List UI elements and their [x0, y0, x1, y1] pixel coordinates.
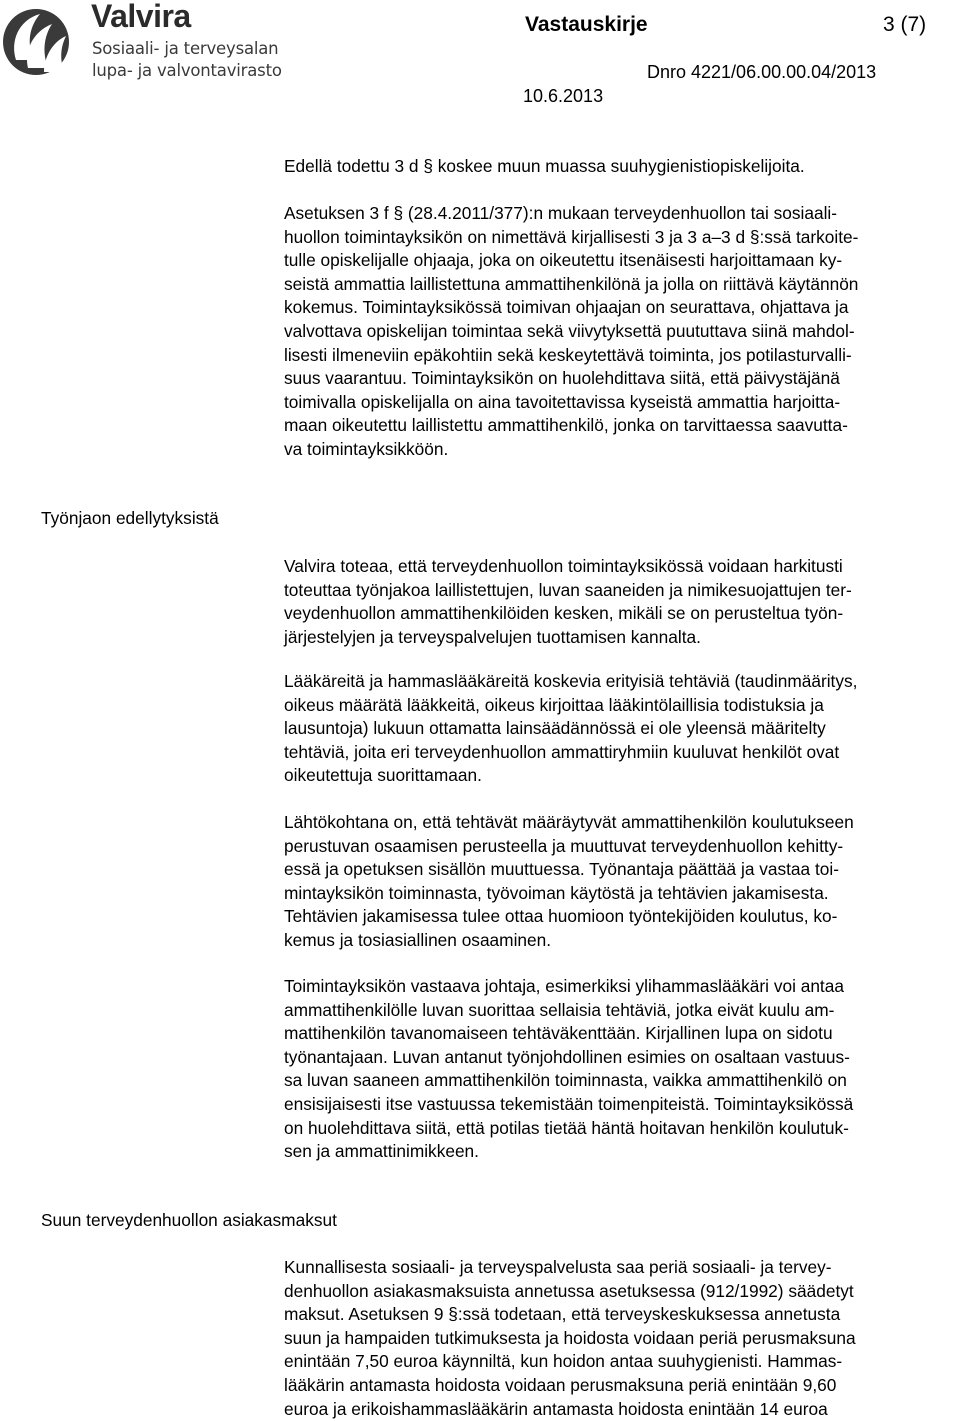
section1-paragraph-2: [284, 670, 960, 788]
text-line: mintayksikön toiminnasta, työvoiman käytöstä ja tehtävien jakamisesta.: [284, 882, 829, 903]
text-line: euroa ja erikoishammaslääkärin antamasta hoidosta enintään 14 euroa: [284, 1398, 828, 1419]
page-number: 3 (7): [883, 13, 927, 36]
intro-paragraph-2: [284, 202, 960, 462]
text-line: va toimintayksikköön.: [284, 438, 449, 459]
text-line: työnantajaan. Luvan antanut työnjohdollinen esimies on osaltaan vastuus-: [284, 1046, 850, 1067]
valvira-logo: [0, 0, 290, 84]
text-line: valvottava opiskelijan toimintaa sekä viivytyksettä puututtava siinä mahdol-: [284, 320, 855, 341]
text-line: seistä ammattia laillistettuna ammattihenkilönä ja jolla on riittävä käytännön: [284, 273, 859, 294]
text-line: Asetuksen 3 f § (28.4.2011/377):n mukaan terveydenhuollon tai sosiaali-: [284, 203, 838, 223]
text-line: tulle opiskelijalle ohjaaja, joka on oikeutettu itsenäisesti harjoittamaan ky-: [284, 250, 843, 271]
text-line: toimivalla opiskelijalla on aina tavoitettavissa kyseistä ammattia harjoitta-: [284, 391, 841, 412]
text-line: Tehtävien jakamisessa tulee ottaa huomioon työntekijöiden koulutus, ko-: [284, 906, 838, 927]
valvira-emblem-icon: [0, 2, 82, 82]
text-line: oikeus määrätä lääkkeitä, oikeus kirjoittaa lääkintölaillisia todistuksia ja: [284, 694, 824, 715]
text-line: toteuttaa työnjakoa laillistettujen, luvan saaneiden ja nimikesuojattujen ter-: [284, 579, 852, 600]
text-line: lääkärin antamasta hoidosta voidaan perusmaksuna periä enintään 9,60: [284, 1374, 837, 1395]
document-date: 10.6.2013: [523, 86, 604, 106]
section2-paragraph-1: [284, 1256, 960, 1421]
text-line: essä ja opetuksen sisällön muuttuessa. Työnantaja päättää ja vastaa toi-: [284, 859, 839, 880]
text-line: lisesti ilmeneviin epäkohtiin sekä keskeytettävä toiminta, jos potilasturvalli-: [284, 344, 852, 365]
text-line: maksut. Asetuksen 9 §:ssä todetaan, että terveyskeskuksessa annetusta: [284, 1304, 841, 1325]
document-type: Vastauskirje: [525, 13, 648, 36]
section1-paragraph-4: [284, 975, 960, 1164]
intro-paragraph-1: [284, 155, 960, 179]
text-line: sen ja ammattinimikkeen.: [284, 1141, 479, 1162]
text-line: kemus ja tosiasiallinen osaaminen.: [284, 929, 552, 950]
logo-name: Valvira: [91, 0, 191, 34]
text-line: järjestelyjen ja terveyspalvelujen tuottamisen kannalta.: [284, 626, 701, 647]
text-line: enintään 7,50 euroa käynniltä, kun hoidon antaa suuhygienisti. Hammas-: [284, 1351, 843, 1372]
text-line: oikeutettuja suorittamaan.: [284, 765, 482, 786]
text-line: veydenhuollon ammattihenkilöiden kesken, mikäli se on perusteltua työn-: [284, 603, 844, 624]
text-line: Lähtökohtana on, että tehtävät määräytyvät ammattihenkilön koulutukseen: [284, 812, 854, 832]
document-number: Dnro 4221/06.00.00.04/2013: [647, 62, 877, 82]
text-line: denhuollon asiakasmaksuista annetussa asetuksessa (912/1992) säädetyt: [284, 1280, 854, 1301]
text-line: suus vaarantuu. Toimintayksikön on huolehdittava siitä, että päivystäjänä: [284, 368, 840, 389]
text-line: Lääkäreitä ja hammaslääkäreitä koskevia erityisiä tehtäviä (taudinmääritys,: [284, 671, 858, 691]
text-line: huollon toimintayksikön on nimettävä kirjallisesti 3 ja 3 a–3 d §:ssä tarkoite-: [284, 226, 859, 247]
text-line: suun ja hampaiden tutkimuksesta ja hoidosta voidaan periä perusmaksuna: [284, 1327, 856, 1348]
section1-paragraph-1: [284, 555, 960, 649]
text-line: mattihenkilön tavanomaiseen tehtäväkenttään. Kirjallinen lupa on sidotu: [284, 1023, 833, 1044]
text-line: lausuntoja) lukuun ottamatta lainsäädännössä ei ole yleensä määritelty: [284, 718, 826, 739]
text-line: tehtäviä, joita eri terveydenhuollon ammattiryhmiin kuuluvat henkilöt ovat: [284, 741, 840, 762]
text-line: maan oikeutettu laillistettu ammattihenkilö, jonka on tarvittaessa saavutta-: [284, 415, 848, 436]
text-line: sa luvan saaneen ammattihenkilön toiminnasta, vaikka ammattihenkilö on: [284, 1070, 847, 1091]
section1-paragraph-3: [284, 811, 960, 953]
text-line: ensisijaisesti itse vastuussa tekemistään toimenpiteistä. Toimintayksikössä: [284, 1093, 854, 1114]
text-line: perustuvan osaamisen perusteella ja muuttuvat terveydenhuollon kehitty-: [284, 835, 844, 856]
logo-tagline-1: Sosiaali- ja terveysalan: [92, 39, 279, 58]
text-line: on huolehdittava siitä, että potilas tietää häntä hoitavan henkilön koulutuk-: [284, 1117, 849, 1138]
text-line: ammattihenkilölle luvan suorittaa sellaisia tehtäviä, jotka eivät kuulu am-: [284, 999, 835, 1020]
logo-tagline-2: lupa- ja valvontavirasto: [92, 61, 282, 80]
text-line: kokemus. Toimintayksikössä toimivan ohjaajan on seurattava, ohjattava ja: [284, 297, 849, 318]
text-line: Valvira toteaa, että terveydenhuollon toimintayksikössä voidaan harkitusti: [284, 556, 843, 576]
text-line: Toimintayksikön vastaava johtaja, esimerkiksi ylihammaslääkäri voi antaa: [284, 976, 844, 996]
text-line: Kunnallisesta sosiaali- ja terveyspalvelusta saa periä sosiaali- ja tervey-: [284, 1257, 832, 1277]
section-heading-tyonjako: Työnjaon edellytyksistä: [41, 508, 219, 528]
text-line: Edellä todettu 3 d § koskee muun muassa suuhygienistiopiskelijoita.: [284, 156, 805, 176]
section-heading-asiakasmaksut: Suun terveydenhuollon asiakasmaksut: [41, 1210, 337, 1230]
